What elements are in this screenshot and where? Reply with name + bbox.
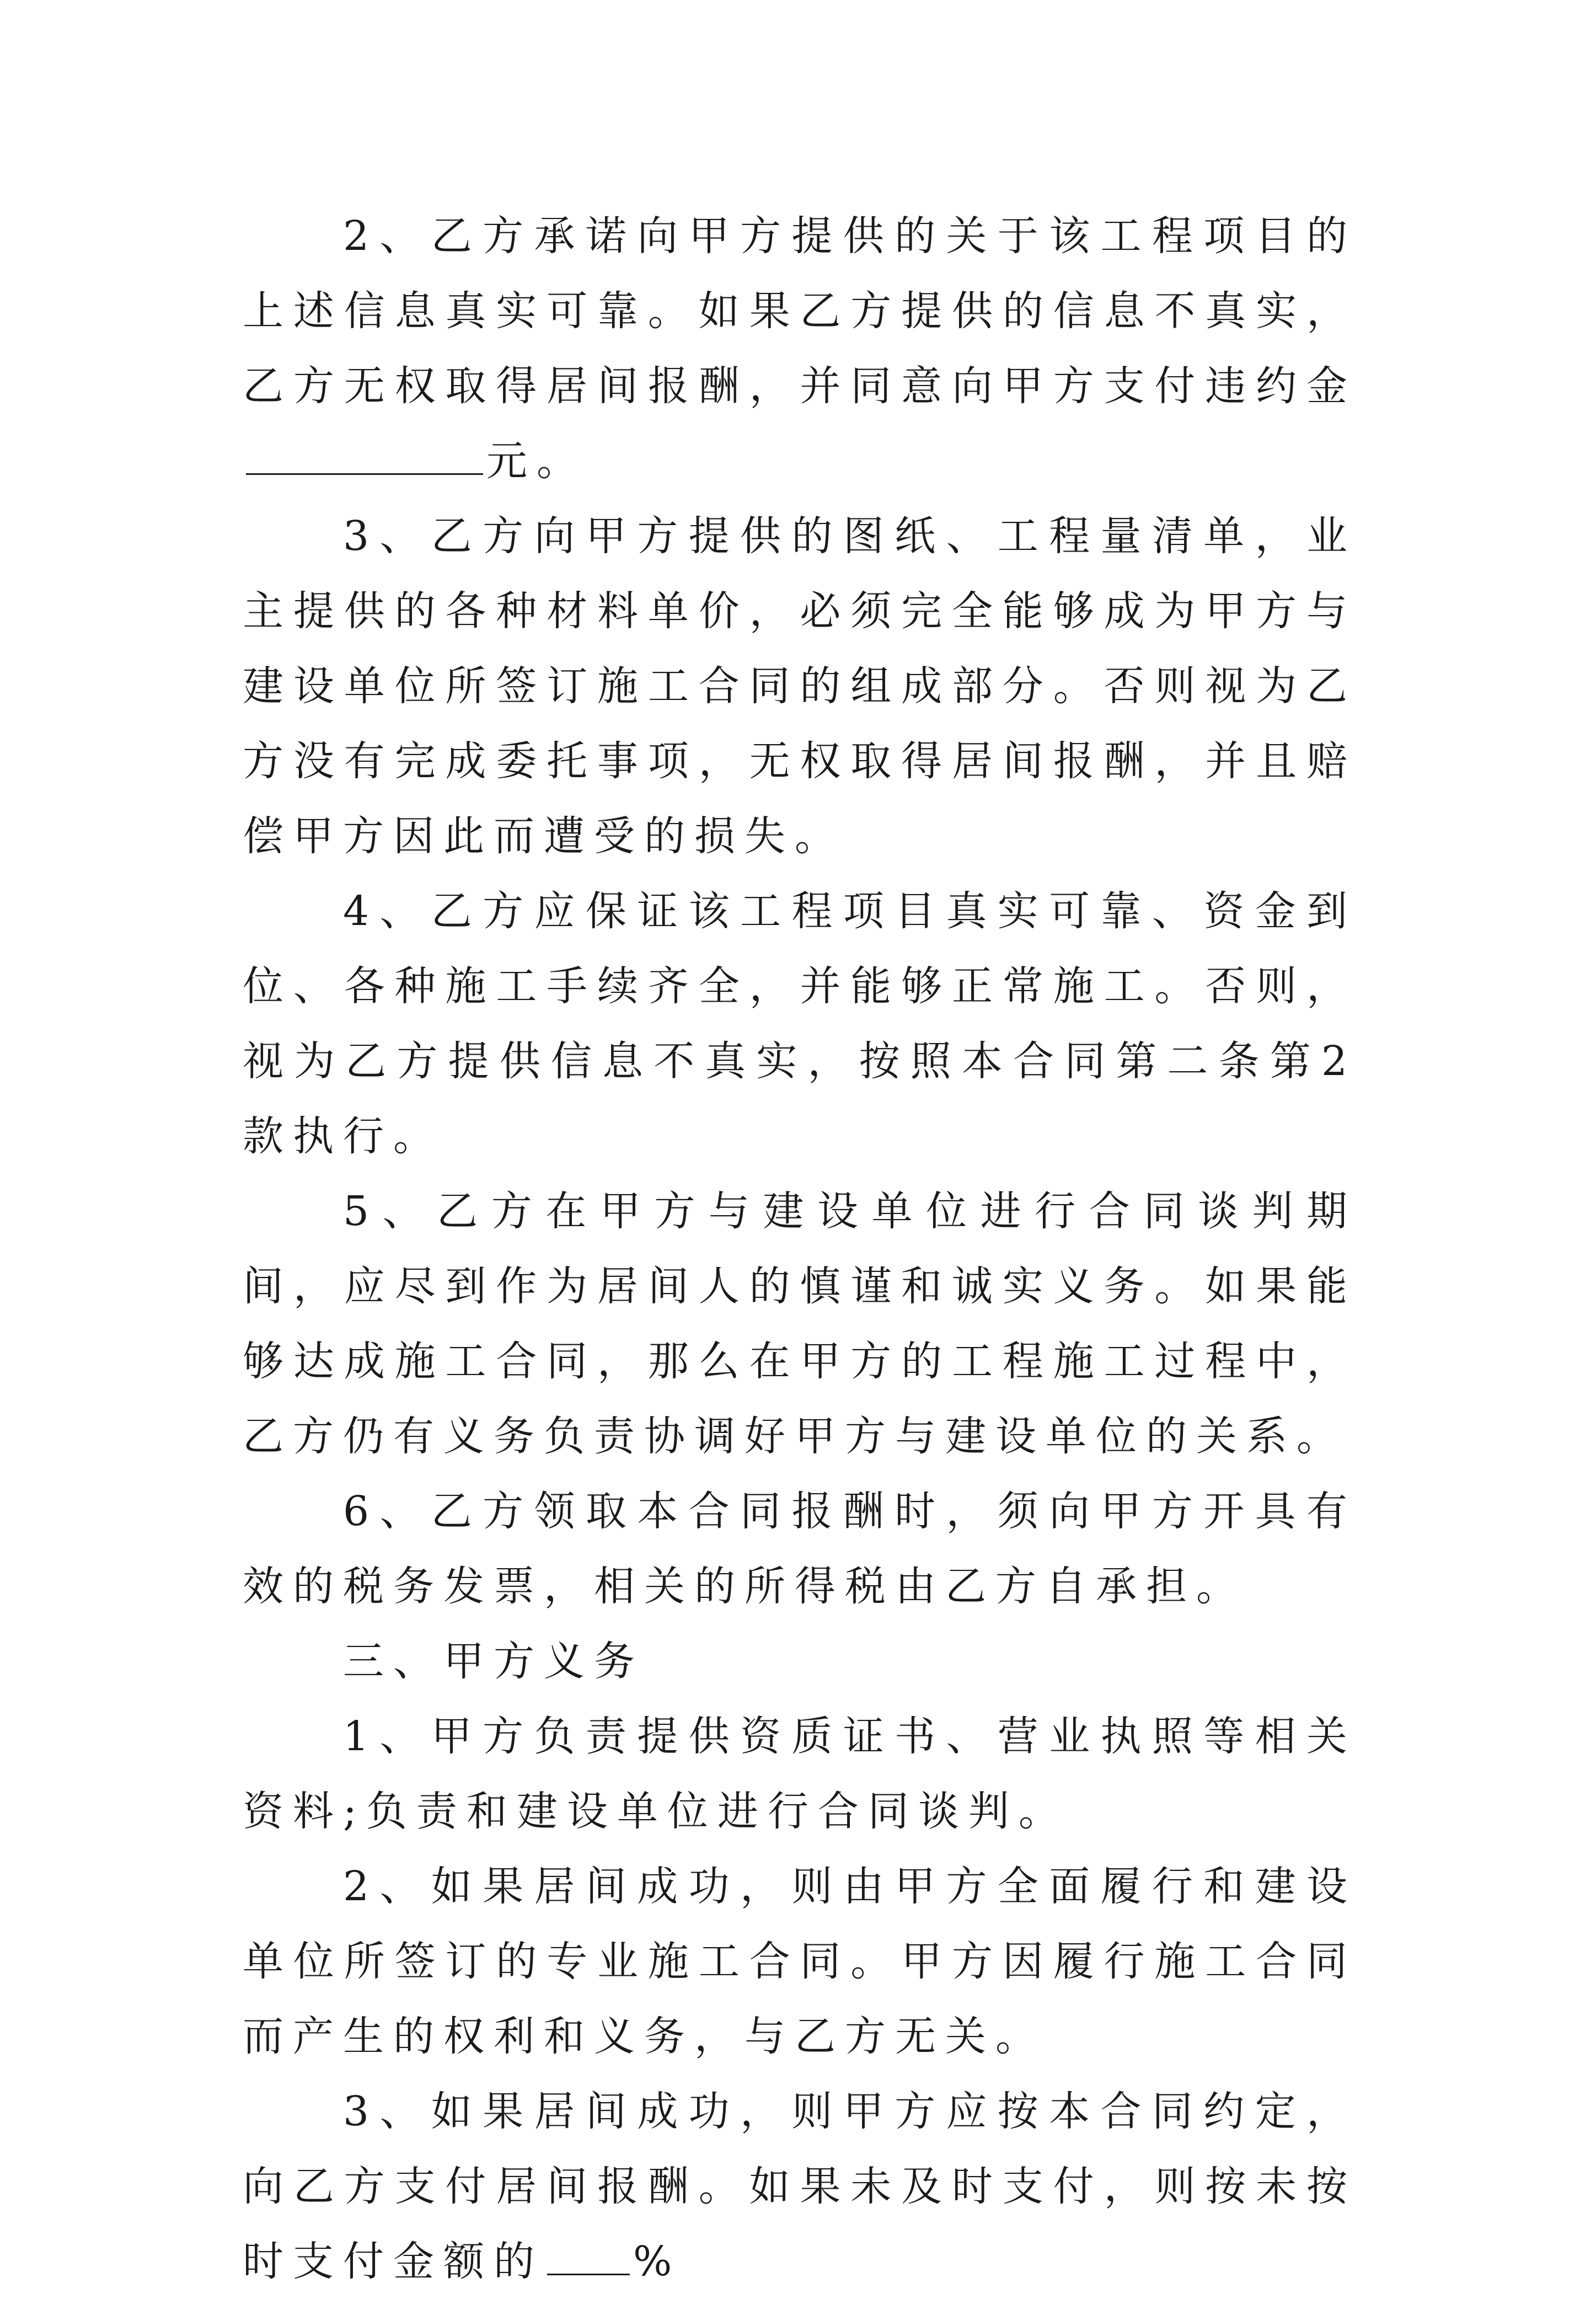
clause-2-5: 5、乙方在甲方与建设单位进行合同谈判期间，应尽到作为居间人的慎谨和诚实义务。如果能够达成施工合同，那么在甲方的工程施工过程中，乙方仍有义务负责协调好甲方与建设单位的关系。: [243, 1188, 1357, 1460]
clause-2-2-unit: 元。: [486, 437, 587, 485]
clause-2-6: 6、乙方领取本合同报酬时，须向甲方开具有效的税务发票，相关的所得税由乙方自承担。: [243, 1488, 1357, 1610]
clause-3-2: 2、如果居间成功，则由甲方全面履行和建设单位所签订的专业施工合同。甲方因履行施工合同而产生的权利和义务，与乙方无关。: [243, 1863, 1357, 2060]
clause-2-4: 4、乙方应保证该工程项目真实可靠、资金到位、各种施工手续齐全，并能够正常施工。否则，视为乙方提供信息不真实，按照本合同第二条第2款执行。: [243, 887, 1357, 1160]
clause-3-3-text: 3、如果居间成功，则甲方应按本合同约定，向乙方支付居间报酬。如果未及时支付，则按未按时支付金额的: [243, 2088, 1357, 2285]
clause-2-3: 3、乙方向甲方提供的图纸、工程量清单，业主提供的各种材料单价，必须完全能够成为甲方与建设单位所签订施工合同的组成部分。否则视为乙方没有完成委托事项，无权取得居间报酬，并且赔偿甲方因此而遭受的损失。: [243, 512, 1357, 860]
late-fee-percent-blank[interactable]: [547, 2235, 630, 2275]
document-body: [243, 199, 1357, 2299]
clause-2-2: [243, 199, 1357, 499]
clause-3-3-unit: %: [633, 2238, 682, 2285]
clause-3-3: [243, 2074, 1357, 2299]
clause-2-2-text: 2、乙方承诺向甲方提供的关于该工程项目的上述信息真实可靠。如果乙方提供的信息不真实，乙方无权取得居间报酬，并同意向甲方支付违约金: [243, 212, 1357, 410]
penalty-amount-blank[interactable]: [246, 435, 483, 475]
section-heading-party-a-obligations: 三、甲方义务: [343, 1638, 644, 1685]
clause-3-1: 1、甲方负责提供资质证书、营业执照等相关资料;负责和建设单位进行合同谈判。: [243, 1713, 1357, 1835]
